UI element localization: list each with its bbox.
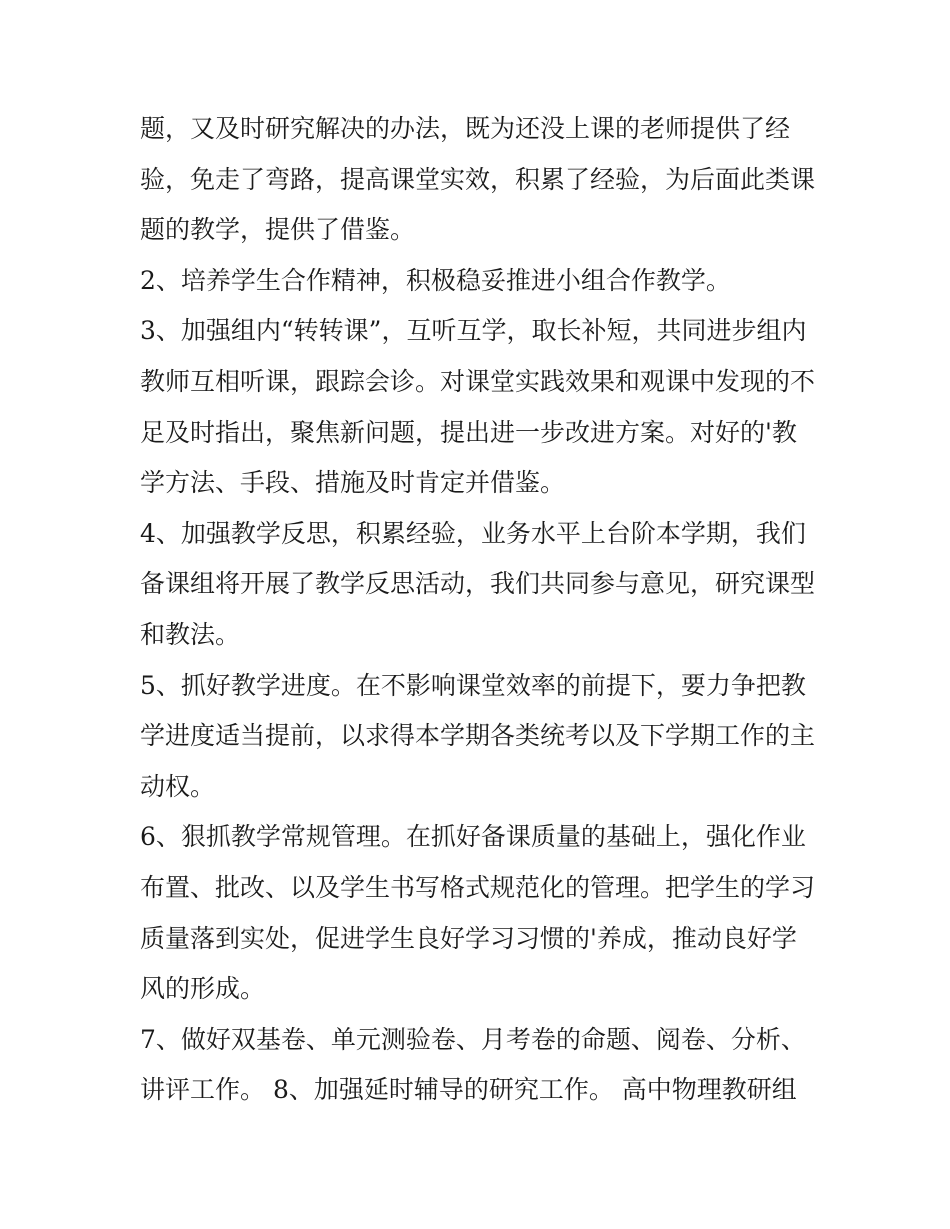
text-line: 题，又及时研究解决的办法，既为还没上课的老师提供了经 <box>140 114 791 143</box>
paragraph-item-7 <box>140 1015 820 1116</box>
text-line: 7、做好双基卷、单元测验卷、月考卷的命题、阅卷、分析、 <box>140 1024 806 1054</box>
document-body <box>140 104 820 1116</box>
text-line: 动权。 <box>140 771 216 801</box>
text-line: 6、狠抓教学常规管理。在抓好备课质量的基础上，强化作业 <box>140 822 806 852</box>
text-line: 学方法、手段、措施及时肯定并借鉴。 <box>140 468 566 498</box>
text-line: 2、培养学生合作精神，积极稳妥推进小组合作教学。 <box>140 265 731 295</box>
text-line: 3、加强组内“转转课”，互听互学，取长补短，共同进步组内 <box>140 316 807 346</box>
text-line: 题的教学，提供了借鉴。 <box>140 215 416 245</box>
text-line: 风的形成。 <box>140 974 266 1004</box>
paragraph-continuation <box>140 104 820 256</box>
paragraph-item-3 <box>140 306 820 508</box>
text-line: 教师互相听课，跟踪会诊。对课堂实践效果和观课中发现的不 <box>140 366 816 396</box>
text-line: 讲评工作。 8、加强延时辅导的研究工作。 高中物理教研组 <box>140 1075 797 1105</box>
paragraph-item-5 <box>140 661 820 813</box>
text-line: 质量落到实处，促进学生良好学习习惯的'养成，推动良好学 <box>140 923 797 953</box>
text-line: 布置、批改、以及学生书写格式规范化的管理。把学生的学习 <box>140 872 816 902</box>
text-line: 5、抓好教学进度。在不影响课堂效率的前提下，要力争把教 <box>140 670 806 700</box>
paragraph-item-4 <box>140 509 820 661</box>
text-line: 验，免走了弯路，提高课堂实效，积累了经验，为后面此类课 <box>140 164 816 194</box>
paragraph-item-6 <box>140 812 820 1014</box>
paragraph-item-2 <box>140 256 820 307</box>
text-line: 备课组将开展了教学反思活动，我们共同参与意见，研究课型 <box>140 569 816 599</box>
text-line: 4、加强教学反思，积累经验，业务水平上台阶本学期，我们 <box>140 518 806 548</box>
text-line: 足及时指出，聚焦新问题，提出进一步改进方案。对好的'教 <box>140 417 797 447</box>
text-line: 和教法。 <box>140 619 241 649</box>
text-line: 学进度适当提前，以求得本学期各类统考以及下学期工作的主 <box>140 721 816 751</box>
